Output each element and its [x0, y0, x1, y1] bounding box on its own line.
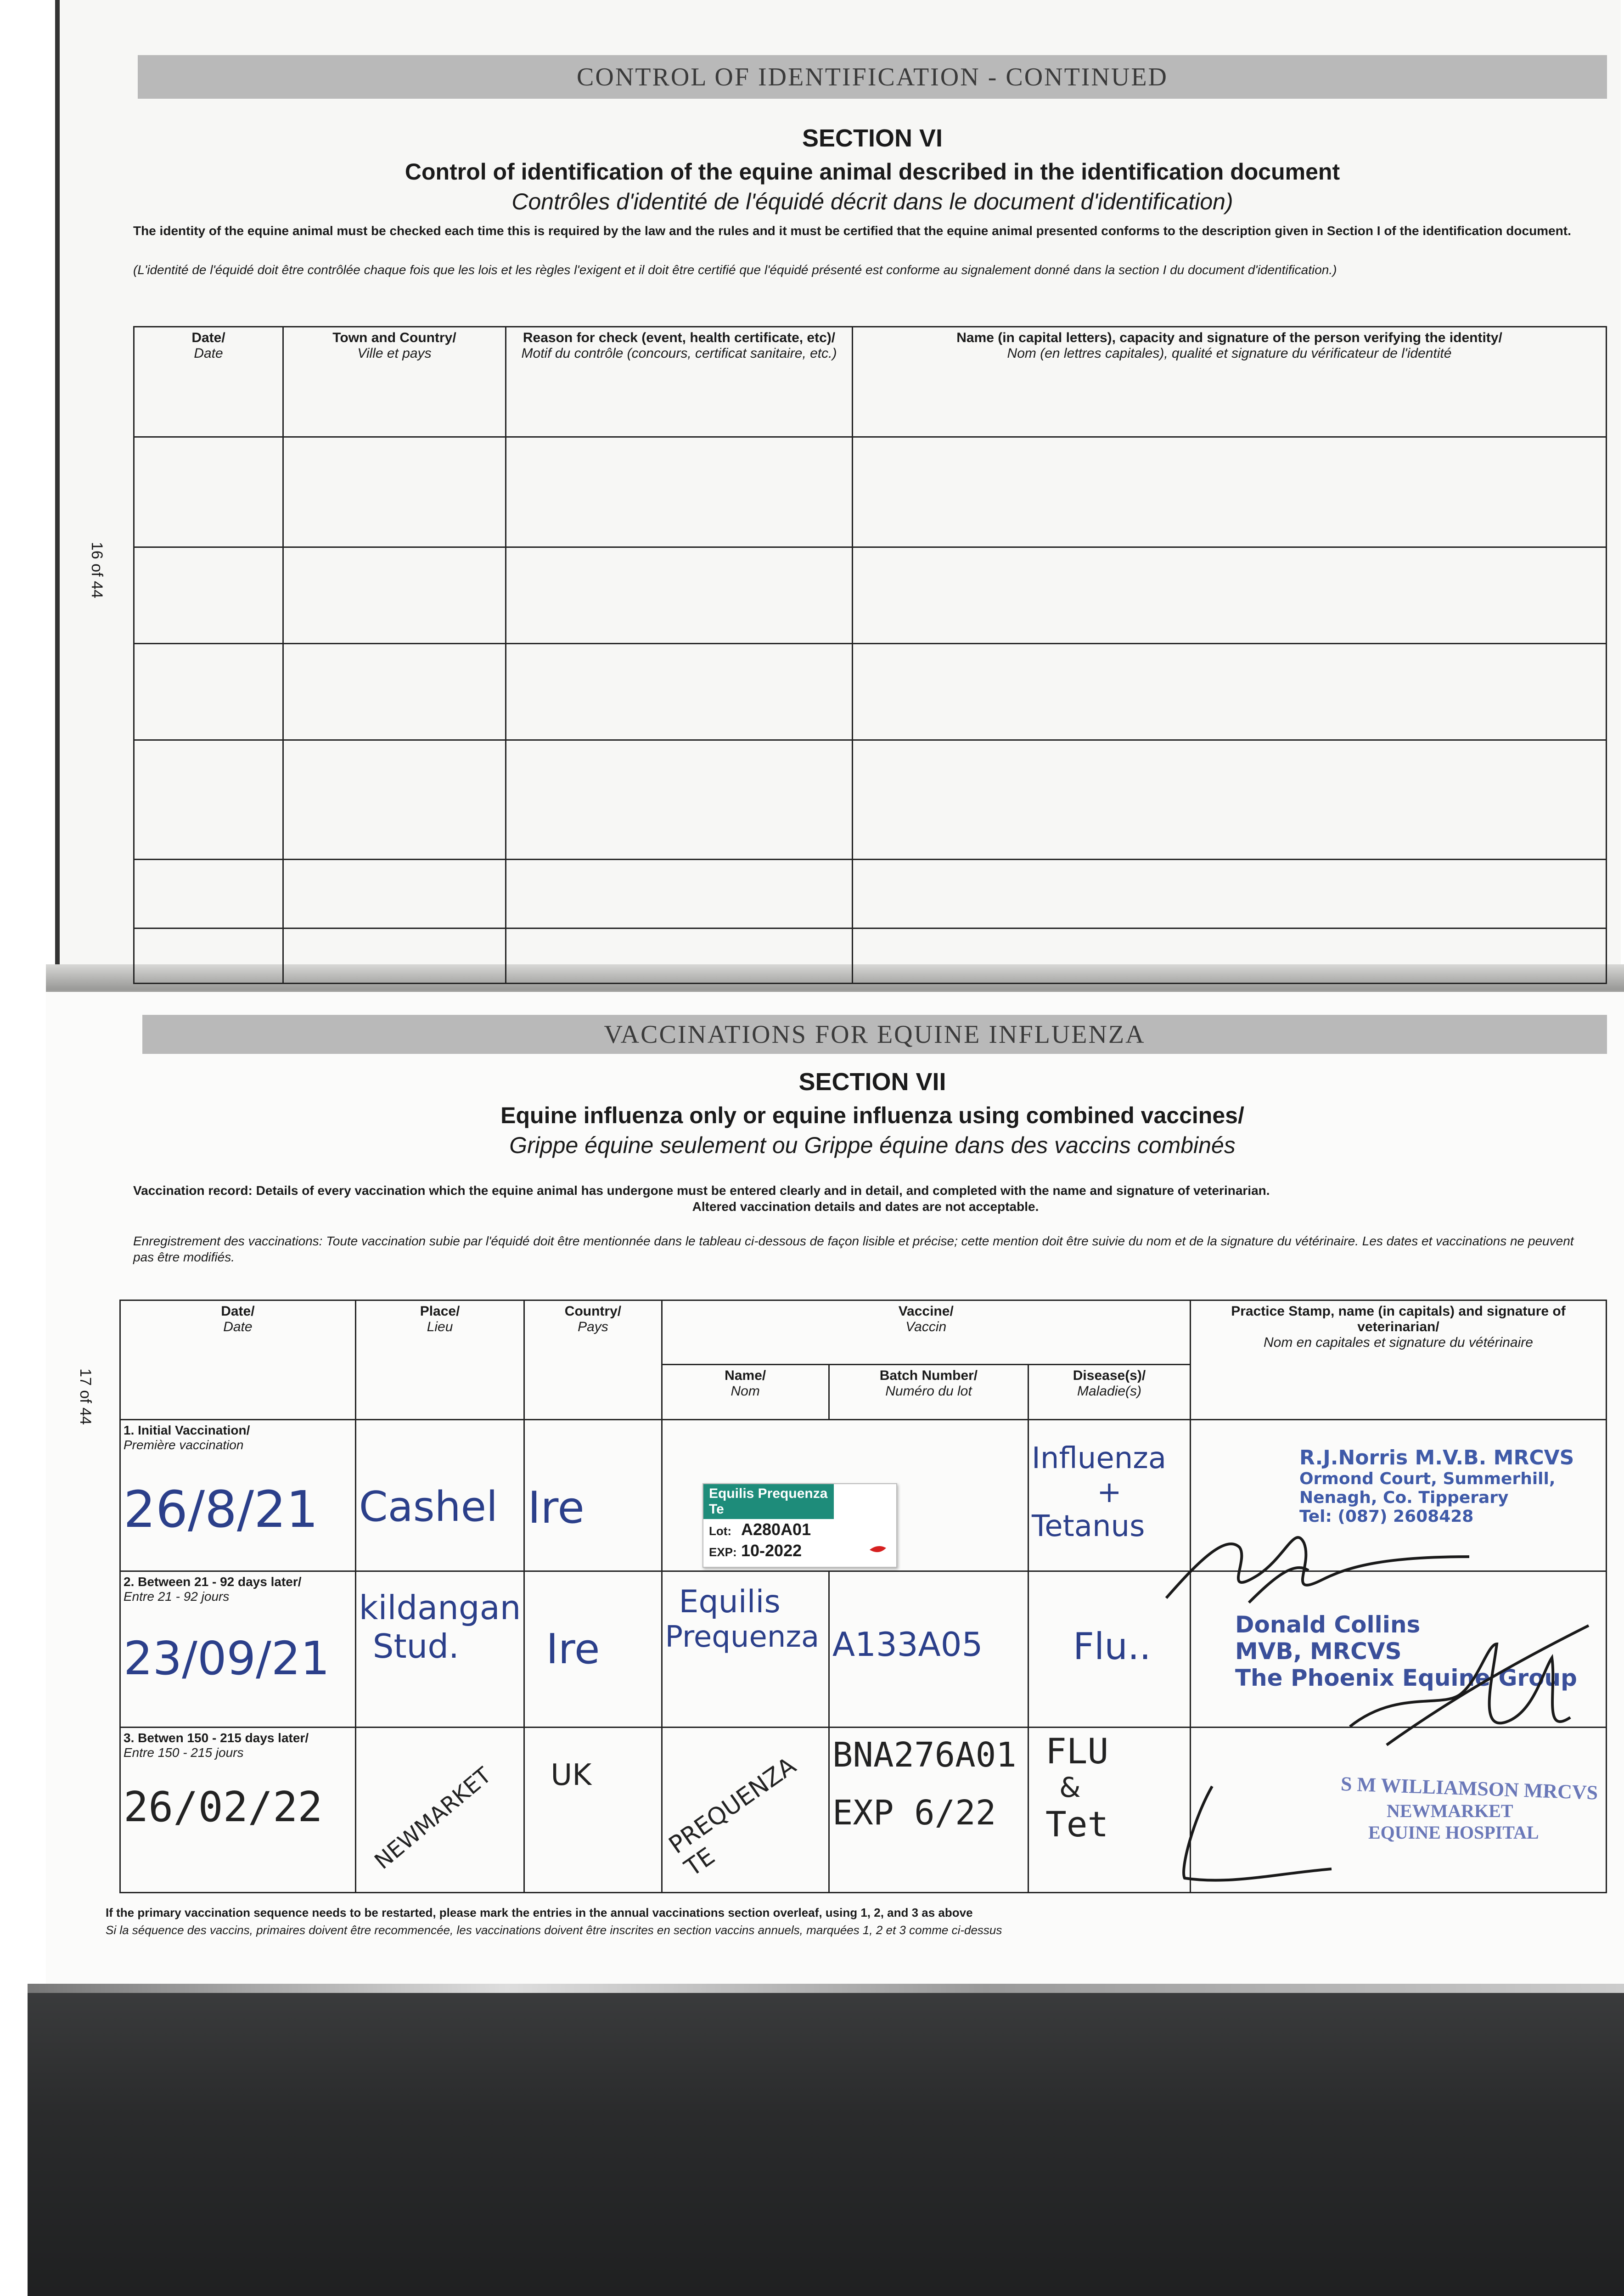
footnote-fr: Si la séquence des vaccins, primaires doivent être recommencée, les vaccinations doivent être inscrites en section vaccins annuels, marquées 1, 2 et 3 comme ci-dessus — [106, 1923, 1002, 1937]
row2-batch-cell[interactable] — [829, 1571, 1028, 1728]
row1-stamp-3: Nenagh, Co. Tipperary — [1299, 1488, 1509, 1507]
section7-banner-text: VACCINATIONS FOR EQUINE INFLUENZA — [604, 1020, 1146, 1049]
section7-title: SECTION VII — [798, 1068, 946, 1096]
sticker-lot: Lot: A280A01 — [709, 1520, 811, 1539]
row2-place-2: Stud. — [372, 1627, 459, 1666]
identity-check-row[interactable] — [134, 740, 1607, 860]
row3-place-cell[interactable] — [355, 1728, 524, 1893]
vacc-col-disease-header: Disease(s)/ Maladie(s) — [1028, 1365, 1191, 1420]
row3-disease-2: Tet — [1045, 1804, 1109, 1845]
signature-row2 — [1341, 1616, 1598, 1763]
identity-check-row[interactable] — [134, 929, 1607, 984]
page-number-upper: 16 of 44 — [88, 542, 106, 598]
section6-banner-text: CONTROL OF IDENTIFICATION - CONTINUED — [577, 62, 1168, 91]
sticker-exp: EXP: 10-2022 — [709, 1541, 802, 1560]
row1-disease-2: Tetanus — [1032, 1509, 1145, 1543]
vacc-col-vaccine-header: Vaccine/ Vaccin — [662, 1300, 1190, 1365]
row3-date-cell[interactable]: 3. Betwen 150 - 215 days later/ Entre 150 - 215 jours 26/02/22 — [120, 1728, 356, 1893]
identity-check-row[interactable] — [134, 437, 1607, 547]
row2-stamp-2: MVB, MRCVS — [1235, 1638, 1402, 1665]
col-verifier-header: Name (in capital letters), capacity and signature of the person verifying the identity/ Nom (en lettres capitales), qualité et signature du vérificateur de l'identité — [853, 327, 1607, 437]
page-spine — [55, 0, 60, 992]
vacc-col-country-header: Country/ Pays — [524, 1300, 662, 1420]
section6-banner — [138, 55, 1607, 99]
row3-batch-cell[interactable] — [829, 1728, 1028, 1893]
col-town-header: Town and Country/ Ville et pays — [283, 327, 506, 437]
row2-date-cell[interactable]: 2. Between 21 - 92 days later/ Entre 21 - 92 jours 23/09/21 — [120, 1571, 356, 1728]
row3-disease-1: FLU — [1045, 1731, 1109, 1772]
row2-disease: Flu.. — [1073, 1625, 1151, 1668]
row3-country-cell[interactable] — [524, 1728, 662, 1893]
row2-name-cell[interactable] — [662, 1571, 829, 1728]
section6-heading-en: Control of identification of the equine animal described in the identification document — [405, 159, 1340, 185]
row3-batch-2: EXP 6/22 — [832, 1793, 996, 1833]
sticker-red-mark — [869, 1543, 887, 1555]
page-number-lower: 17 of 44 — [77, 1368, 94, 1425]
identity-check-row[interactable] — [134, 644, 1607, 740]
section6-heading-fr: Contrôles d'identité de l'équidé décrit dans le document d'identification) — [511, 189, 1233, 214]
row1-country: Ire — [528, 1483, 584, 1533]
row1-date: 26/8/21 — [124, 1480, 319, 1539]
identity-check-table — [133, 326, 1607, 984]
row3-name-cell[interactable] — [662, 1728, 829, 1893]
section7-heading-en: Equine influenza only or equine influenza using combined vaccines/ — [500, 1103, 1244, 1128]
vacc-col-vet-header: Practice Stamp, name (in capitals) and signature of veterinarian/ Nom en capitales et signature du vétérinaire — [1190, 1300, 1606, 1420]
vacc-col-name-header: Name/ Nom — [662, 1365, 829, 1420]
vacc-col-place-header: Place/ Lieu — [355, 1300, 524, 1420]
section6-intro-fr: (L'identité de l'équidé doit être contrôlée chaque fois que les lois et les règles l'exigent et il doit être certifié que l'équidé présenté est conforme au signalement donné dans la section I du document d'identification.) — [133, 263, 1337, 277]
vaccine-sticker — [702, 1483, 897, 1568]
row3-disease-amp: & — [1059, 1772, 1081, 1804]
row3-stamp-1: S M WILLIAMSON MRCVS — [1340, 1773, 1598, 1804]
row2-stamp-1: Donald Collins — [1235, 1611, 1421, 1638]
col-date-header: Date/ Date — [134, 327, 283, 437]
row1-place: Cashel — [359, 1483, 498, 1531]
identity-check-header-row — [134, 327, 1607, 437]
row1-date-cell[interactable]: 1. Initial Vaccination/ Première vaccination 26/8/21 — [120, 1420, 356, 1571]
row3-name: PREQUENZA TE — [663, 1752, 801, 1882]
section7-record-fr: Enregistrement des vaccinations: Toute vaccination subie par l'équidé doit être mentionnée dans le tableau ci-dessous de façon lisible et précise; cette mention doit être suivie du nom et de la signature du vétérinaire. Les dates et vaccinations ne peuvent pas être modifiés. — [133, 1234, 1574, 1264]
row1-disease-plus: + — [1097, 1475, 1122, 1509]
footnote-en: If the primary vaccination sequence needs to be restarted, please mark the entries in the annual vaccinations section overleaf, using 1, 2, and 3 as above — [106, 1906, 973, 1919]
row2-place-1: kildangan — [359, 1588, 521, 1627]
section7-record-en: Vaccination record: Details of every vaccination which the equine animal has undergone must be entered clearly and in detail, and completed with the name and signature of veterinarian. Altered vaccination details and dates are not acceptable. — [133, 1183, 1270, 1214]
sticker-brand: Equilis Prequenza Te — [703, 1484, 834, 1519]
scanner-background — [28, 1993, 1624, 2296]
col-reason-header: Reason for check (event, health certificate, etc)/ Motif du contrôle (concours, certificat sanitaire, etc.) — [506, 327, 853, 437]
identity-check-row[interactable] — [134, 547, 1607, 644]
row2-country: Ire — [546, 1625, 600, 1673]
row3-stamp-2: NEWMARKET — [1386, 1801, 1513, 1821]
row1-stamp-1: R.J.Norris M.V.B. MRCVS — [1299, 1446, 1574, 1469]
section6-intro-en: The identity of the equine animal must be checked each time this is required by the law and the rules and it must be certified that the equine animal presented conforms to the description given in Section I of the identification document. — [133, 224, 1571, 238]
section6-title: SECTION VI — [802, 124, 943, 152]
row1-stamp-2: Ormond Court, Summerhill, — [1299, 1469, 1556, 1488]
row3-batch-1: BNA276A01 — [832, 1735, 1017, 1775]
row2-place-cell[interactable] — [355, 1571, 524, 1728]
row2-country-cell[interactable] — [524, 1571, 662, 1728]
vacc-col-date-header: Date/ Date — [120, 1300, 356, 1420]
row1-disease-1: Influenza — [1032, 1441, 1167, 1475]
identity-check-row[interactable] — [134, 860, 1607, 929]
section7-heading-fr: Grippe équine seulement ou Grippe équine dans des vaccins combinés — [509, 1132, 1236, 1158]
row1-country-cell[interactable] — [524, 1420, 662, 1571]
row3-stamp-3: EQUINE HOSPITAL — [1368, 1822, 1539, 1843]
section7-banner — [142, 1015, 1607, 1054]
row2-date: 23/09/21 — [124, 1632, 330, 1685]
row3-disease-cell[interactable] — [1028, 1728, 1191, 1893]
row2-batch: A133A05 — [832, 1625, 983, 1664]
row1-stamp-4: Tel: (087) 2608428 — [1299, 1507, 1474, 1526]
row3-date: 26/02/22 — [124, 1783, 323, 1831]
row2-name-1: Equilis — [679, 1584, 781, 1620]
row2-stamp-3: The Phoenix Equine Group — [1235, 1665, 1577, 1691]
signature-row3 — [1175, 1777, 1341, 1896]
row3-place: NEWMARKET — [370, 1762, 496, 1874]
row2-name-2: Prequenza — [665, 1620, 820, 1654]
vacc-col-batch-header: Batch Number/ Numéro du lot — [829, 1365, 1028, 1420]
row3-country: UK — [551, 1758, 592, 1792]
row1-place-cell[interactable] — [355, 1420, 524, 1571]
signature-row1 — [1157, 1506, 1478, 1616]
